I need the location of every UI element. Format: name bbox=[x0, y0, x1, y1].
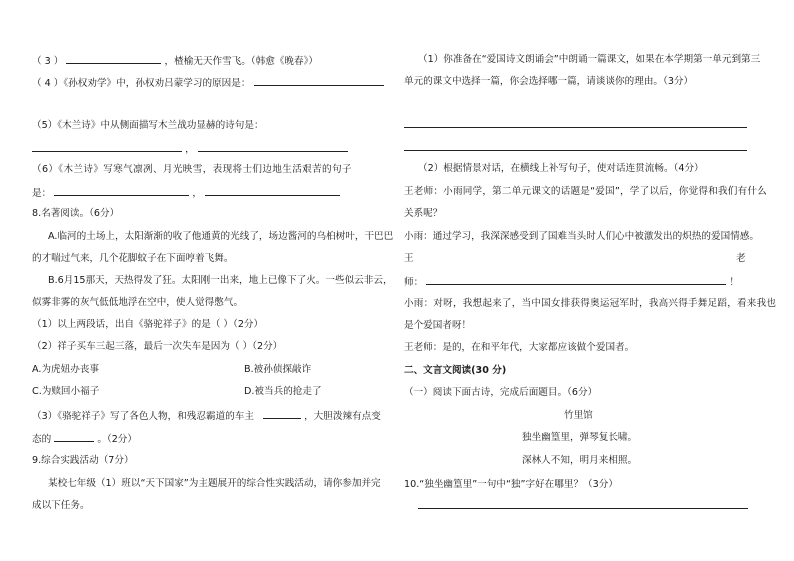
dialogue-teacher-2-line bbox=[404, 274, 739, 289]
passage-b-line1: B.6月15那天，天热得发了狂。太阳刚一出来，地上已像下了火。一些似云非云， bbox=[48, 275, 393, 286]
question-8-3-points: 。（2分） bbox=[97, 434, 137, 445]
question-8-2: （2）祥子买车三起三落，最后一次失车是因为（ ）（2分） bbox=[32, 341, 283, 352]
question-6-blanks bbox=[32, 185, 340, 200]
answer-line[interactable] bbox=[404, 150, 747, 151]
dialogue-teacher-2-label-3: 师： bbox=[404, 277, 424, 288]
question-8-title: 8.名著阅读。（6分） bbox=[32, 208, 120, 219]
part-1-line1: （1）你准备在“爱国诗文朗诵会”中朗诵一篇课文，如果在本学期第一单元到第三 bbox=[418, 54, 761, 65]
separator: ， bbox=[185, 144, 195, 155]
dialogue-student-2-cont: 是个爱国者呀！ bbox=[404, 320, 472, 331]
option-b[interactable]: B.被孙侦探敲诈 bbox=[244, 364, 312, 375]
answer-blank[interactable] bbox=[32, 141, 182, 152]
answer-blank[interactable] bbox=[66, 53, 161, 64]
question-3-text: ，楂榆无天作雪飞。（韩愈《晚春》） bbox=[164, 56, 319, 67]
question-8-1: （1）以上两段话，出自《骆驼祥子》的是（ ）（2分） bbox=[32, 319, 264, 330]
question-8-3-text-3: 态的 bbox=[32, 434, 52, 445]
answer-blank[interactable] bbox=[426, 274, 726, 285]
part-1-line2: 单元的课文中选择一篇，你会选择哪一篇，请谈谈你的理由。（3分） bbox=[404, 76, 694, 87]
question-5-text: （5）《木兰诗》中从侧面描写木兰战功显赫的诗句是： bbox=[32, 120, 264, 131]
option-c[interactable]: C.为赎回小福子 bbox=[32, 386, 100, 397]
dialogue-student-2: 小雨：对呀，我想起来了，当中国女排获得奥运冠军时，我高兴得手舞足蹈，看来我也 bbox=[404, 298, 777, 309]
dialogue-teacher-1: 王老师：小雨同学，第二单元课文的话题是“爱国”，学了以后，你觉得和我们有什么 bbox=[404, 186, 767, 197]
dialogue-teacher-1-cont: 关系呢？ bbox=[404, 208, 443, 219]
dialogue-student-1: 小雨：通过学习，我深深感受到了国难当头时人们心中被激发出的炽热的爱国情感。 bbox=[404, 231, 759, 242]
question-5-blanks bbox=[32, 141, 348, 156]
dialogue-teacher-2-label: 王 bbox=[404, 253, 414, 264]
question-8-3-cont bbox=[32, 431, 137, 446]
part-2-text: （2）根据情景对话，在横线上补写句子，使对话连贯流畅。（4分） bbox=[418, 163, 704, 174]
passage-a-line1: A.临河的土场上，太阳渐渐的收了他通黄的光线了，场边酱河的乌桕树叶，干巴巴 bbox=[48, 231, 394, 242]
section-2-title: 二、文言文阅读(30 分) bbox=[404, 365, 507, 376]
question-3-label: （ 3 ） bbox=[32, 56, 64, 67]
question-10-text: 10.“独坐幽篁里”一句中“独”字好在哪里？（3分） bbox=[404, 479, 618, 490]
section-2-subtitle: （一）阅读下面古诗，完成后面题目。（6分） bbox=[404, 387, 598, 398]
option-d[interactable]: D.被当兵的抢走了 bbox=[244, 386, 322, 397]
answer-blank[interactable] bbox=[263, 408, 301, 419]
answer-blank[interactable] bbox=[54, 185, 189, 196]
question-9-line1: 某校七年级（1）班以“天下国家”为主题展开的综合性实践活动，请你参加并完 bbox=[48, 478, 381, 489]
poem-title: 竹里馆 bbox=[564, 410, 593, 421]
poem-line-2: 深林人不知，明月来相照。 bbox=[522, 455, 638, 466]
question-3-line bbox=[32, 53, 318, 68]
answer-line[interactable] bbox=[404, 127, 747, 128]
dialogue-teacher-3: 王老师：是的，在和平年代，大家都应该做个爱国者。 bbox=[404, 342, 635, 353]
dialogue-teacher-2-label-2: 老 bbox=[736, 253, 746, 264]
answer-blank[interactable] bbox=[205, 185, 340, 196]
passage-a-line2: 的才喘过气来，几个花脚蚊子在下面哼着飞舞。 bbox=[32, 253, 234, 264]
separator: ， bbox=[192, 188, 202, 199]
passage-b-line2: 似雾非雾的灰气低低地浮在空中，使人觉得憋气。 bbox=[32, 297, 244, 308]
answer-blank[interactable] bbox=[198, 141, 348, 152]
question-8-3-text-2: ，大胆泼辣有点变 bbox=[304, 411, 381, 422]
question-9-title: 9.综合实践活动（7分） bbox=[32, 455, 134, 466]
question-9-line2: 成以下任务。 bbox=[32, 500, 90, 511]
answer-blank[interactable] bbox=[54, 431, 94, 442]
exclamation: ！ bbox=[729, 277, 739, 288]
option-a[interactable]: A.为虎妞办丧事 bbox=[32, 364, 100, 375]
question-4-text: （ 4 ）《孙权劝学》中，孙权劝吕蒙学习的原因是： bbox=[32, 78, 251, 89]
question-8-3 bbox=[32, 408, 381, 423]
poem-line-1: 独坐幽篁里，弹琴复长啸。 bbox=[522, 432, 638, 443]
question-4-line bbox=[32, 75, 384, 90]
answer-blank[interactable] bbox=[254, 75, 384, 86]
answer-line[interactable] bbox=[418, 508, 748, 509]
question-8-3-text: （3）《骆驼祥子》写了各色人物，和残忍霸道的车主 bbox=[32, 411, 254, 422]
question-6-text: （6）《木兰诗》写寒气凛冽、月光映雪，表现将士们边地生活艰苦的句子 bbox=[32, 164, 352, 175]
question-6-lead: 是： bbox=[32, 188, 52, 199]
